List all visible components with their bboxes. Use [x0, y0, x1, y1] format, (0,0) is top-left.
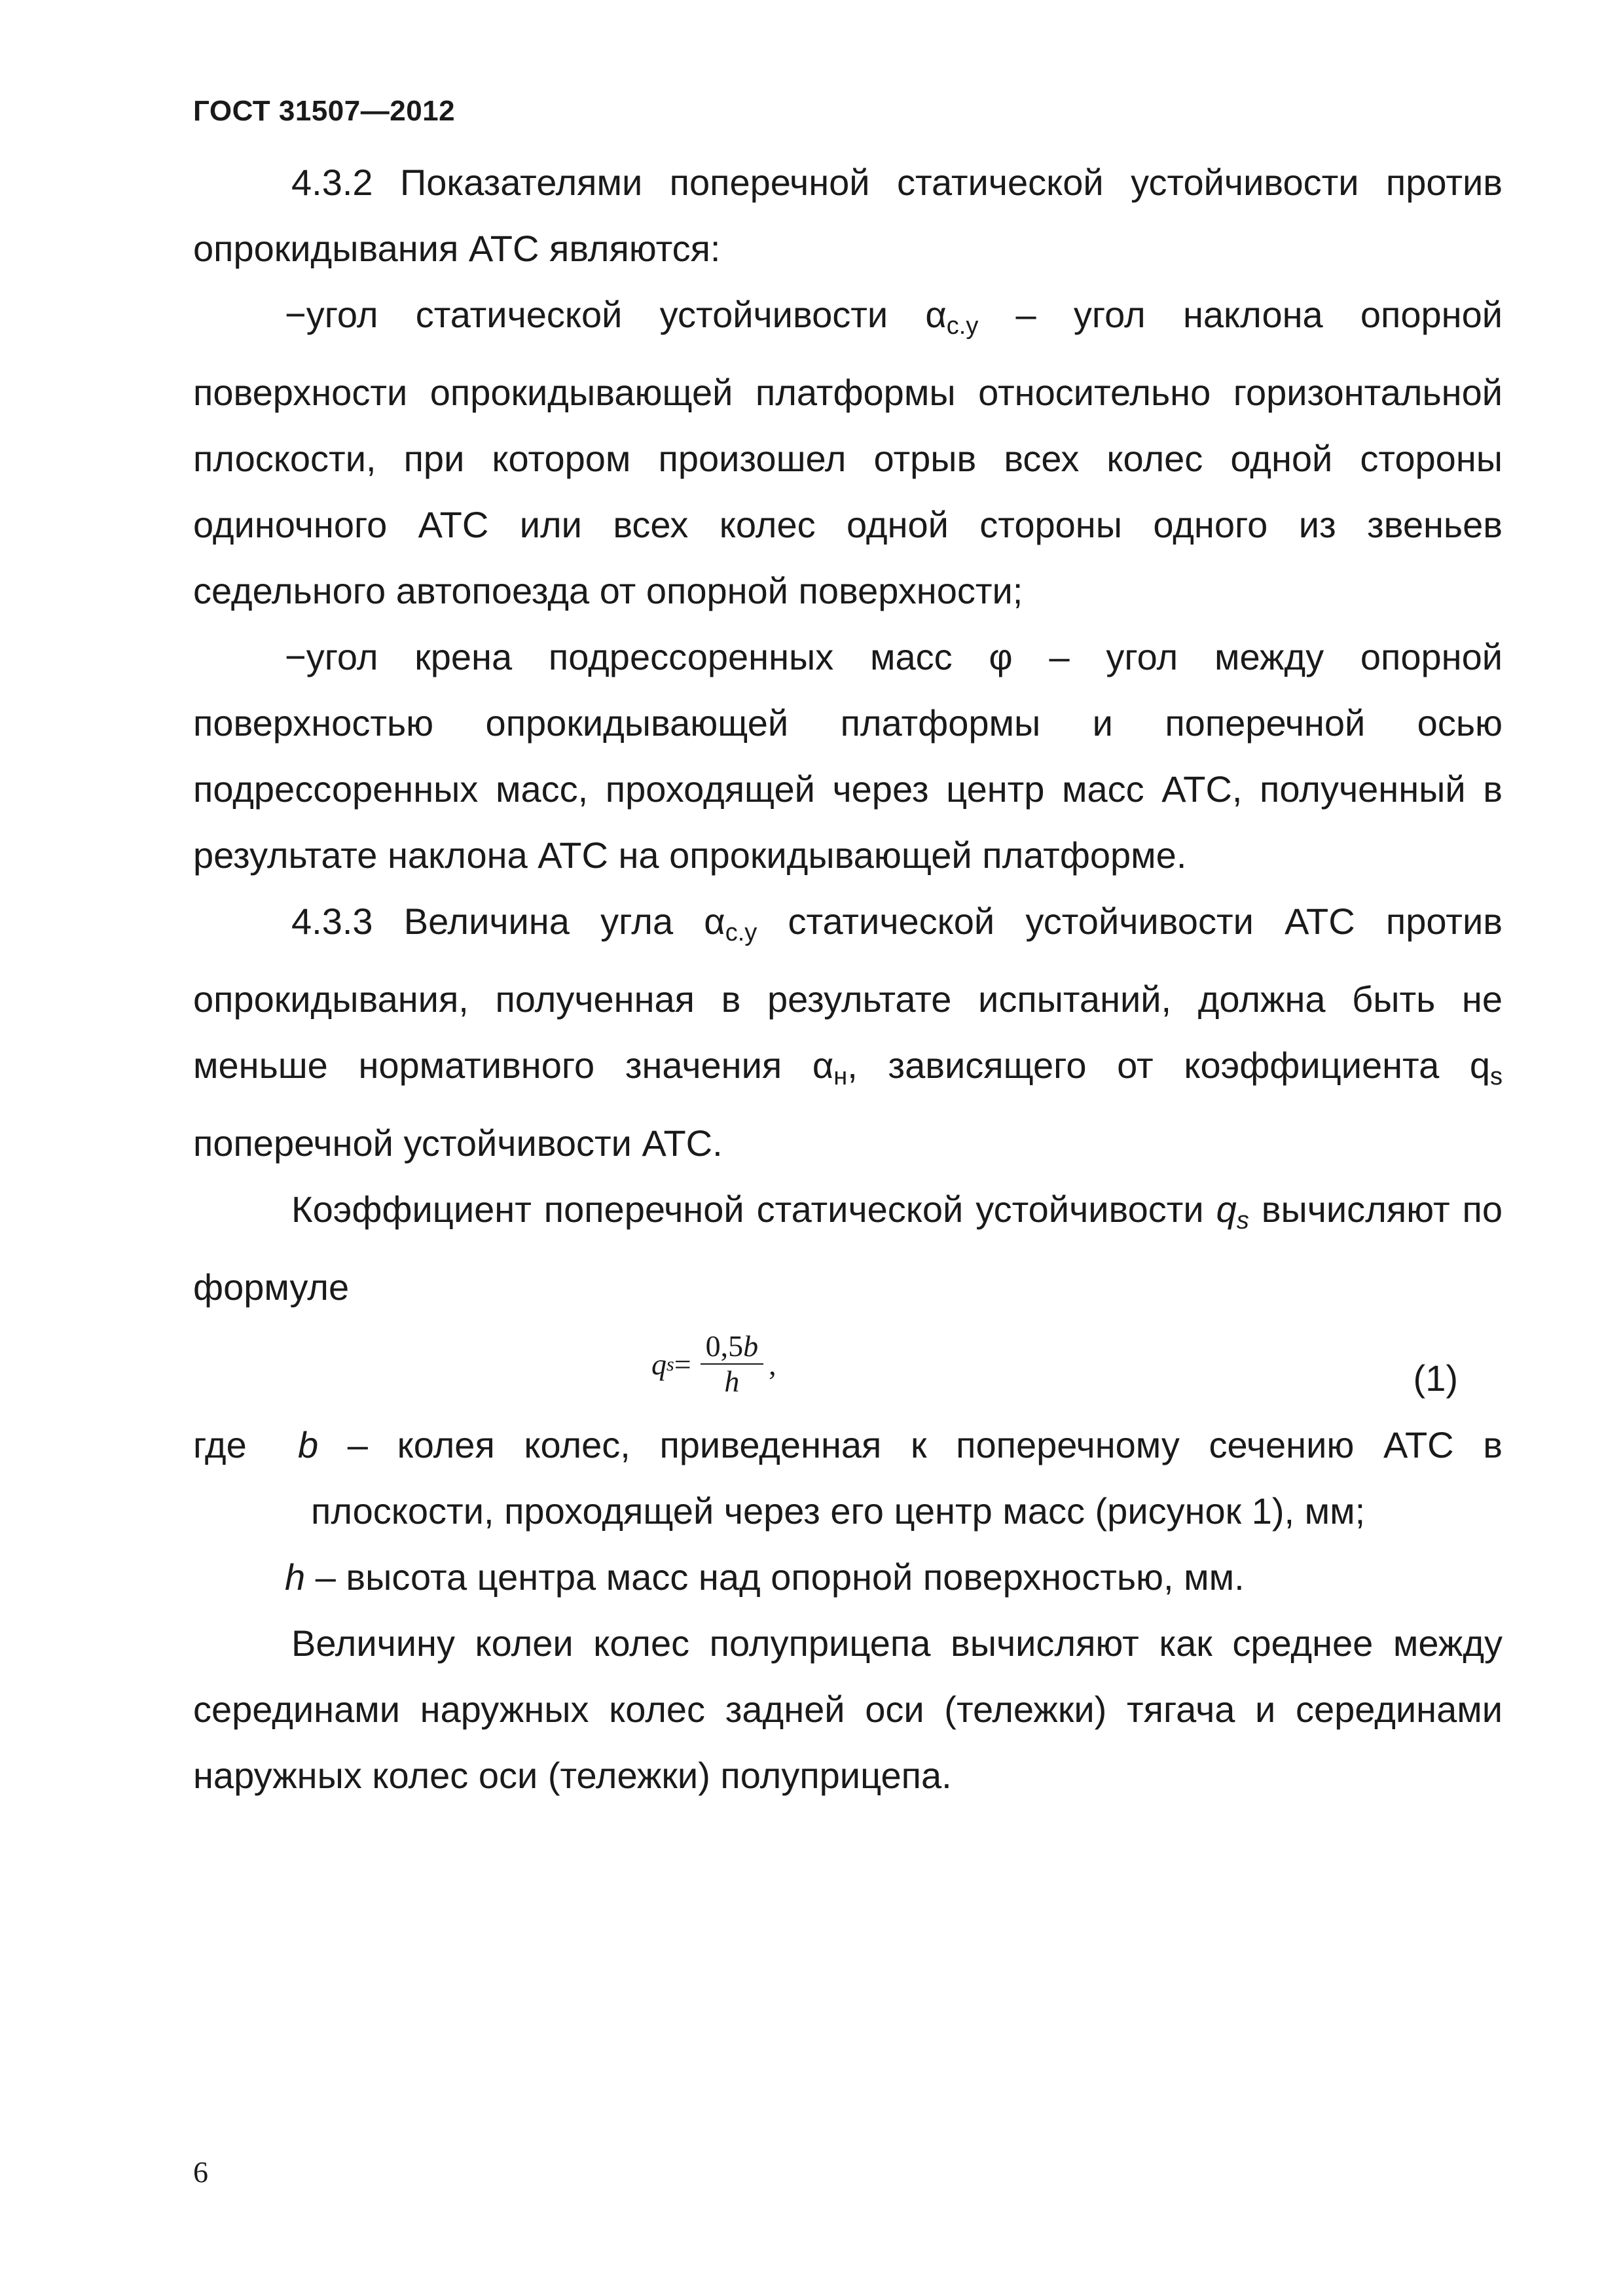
- formula-lhs: q: [651, 1347, 666, 1381]
- formula-row: [193, 1320, 1503, 1412]
- symbol-b: b: [298, 1424, 319, 1465]
- where-label: где: [193, 1424, 247, 1465]
- paragraph-4-3-2: 4.3.2 Показателями поперечной статической устойчивости против опрокидывания АТС являются:: [193, 162, 1503, 269]
- subscript-s: s: [1490, 1063, 1503, 1090]
- symbol-h: h: [285, 1556, 306, 1598]
- fraction-numerator: [701, 1329, 764, 1363]
- where-block: [193, 1412, 1503, 1610]
- paragraph-text: вычисляют по формуле: [193, 1189, 1503, 1308]
- formula-lhs-subscript: s: [666, 1353, 674, 1375]
- definition-b: [298, 1412, 1503, 1544]
- list-item-static-stability-angle: [193, 281, 1503, 624]
- paragraph-text: статической устойчивости АТС против опрокидывания, полученная в результате испытаний, должна быть не меньше нормативного значения α: [193, 901, 1503, 1086]
- coefficient-paragraph: [193, 1176, 1503, 1320]
- numerator-coefficient: 0,5: [705, 1329, 744, 1363]
- definition-text: – высота центра масс над опорной поверхностью, мм.: [305, 1556, 1245, 1598]
- definition-text: – колея колес, приведенная к поперечному сечению АТС в плоскости, проходящей через его центр масс (рисунок 1), мм;: [311, 1424, 1503, 1532]
- numerator-variable: b: [743, 1329, 759, 1363]
- track-paragraph: Величину колеи колес полуприцепа вычисляют как среднее между серединами наружных колес задней оси (тележки) тягача и серединами наружных колес оси (тележки) полуприцепа.: [193, 1623, 1503, 1796]
- subscript-s: s: [1236, 1207, 1249, 1234]
- formula-fraction: [701, 1329, 764, 1399]
- subscript-n: н: [833, 1063, 848, 1090]
- equation-number: (1): [1413, 1357, 1458, 1399]
- formula-equals: =: [674, 1347, 691, 1381]
- subscript-cy: с.у: [946, 312, 979, 340]
- definition-h: [285, 1544, 1503, 1610]
- page-number: 6: [193, 2155, 208, 2189]
- document-body: [193, 149, 1503, 1808]
- formula-qs: [651, 1329, 776, 1399]
- paragraph-text: Коэффициент поперечной статической устойчивости: [291, 1189, 1216, 1230]
- paragraph-4-3-3: [193, 888, 1503, 1176]
- document-header: ГОСТ 31507—2012: [193, 95, 456, 127]
- fraction-denominator: h: [724, 1365, 740, 1398]
- list-item-lead: −угол статической устойчивости α: [285, 294, 947, 335]
- formula-comma: ,: [769, 1347, 776, 1381]
- symbol-q: q: [1216, 1189, 1237, 1230]
- paragraph-text: поперечной устойчивости АТС.: [193, 1122, 723, 1164]
- list-item-roll-angle: −угол крена подрессоренных масс φ – угол между опорной поверхностью опрокидывающей платформы и поперечной осью подрессоренных масс, проходящей через центр масс АТС, полученный в результате наклона АТС на опрокидывающей платформе.: [193, 636, 1503, 876]
- list-item-text: – угол наклона опорной поверхности опрокидывающей платформы относительно горизонтальной плоскости, при котором произошел отрыв всех колес одной стороны одиночного АТС или всех колес одной стороны одного из звеньев седельного автопоезда от опорной поверхности;: [193, 294, 1503, 611]
- paragraph-text: , зависящего от коэффициента q: [847, 1045, 1490, 1086]
- paragraph-text: 4.3.3 Величина угла α: [291, 901, 725, 942]
- subscript-cy: с.у: [725, 919, 757, 946]
